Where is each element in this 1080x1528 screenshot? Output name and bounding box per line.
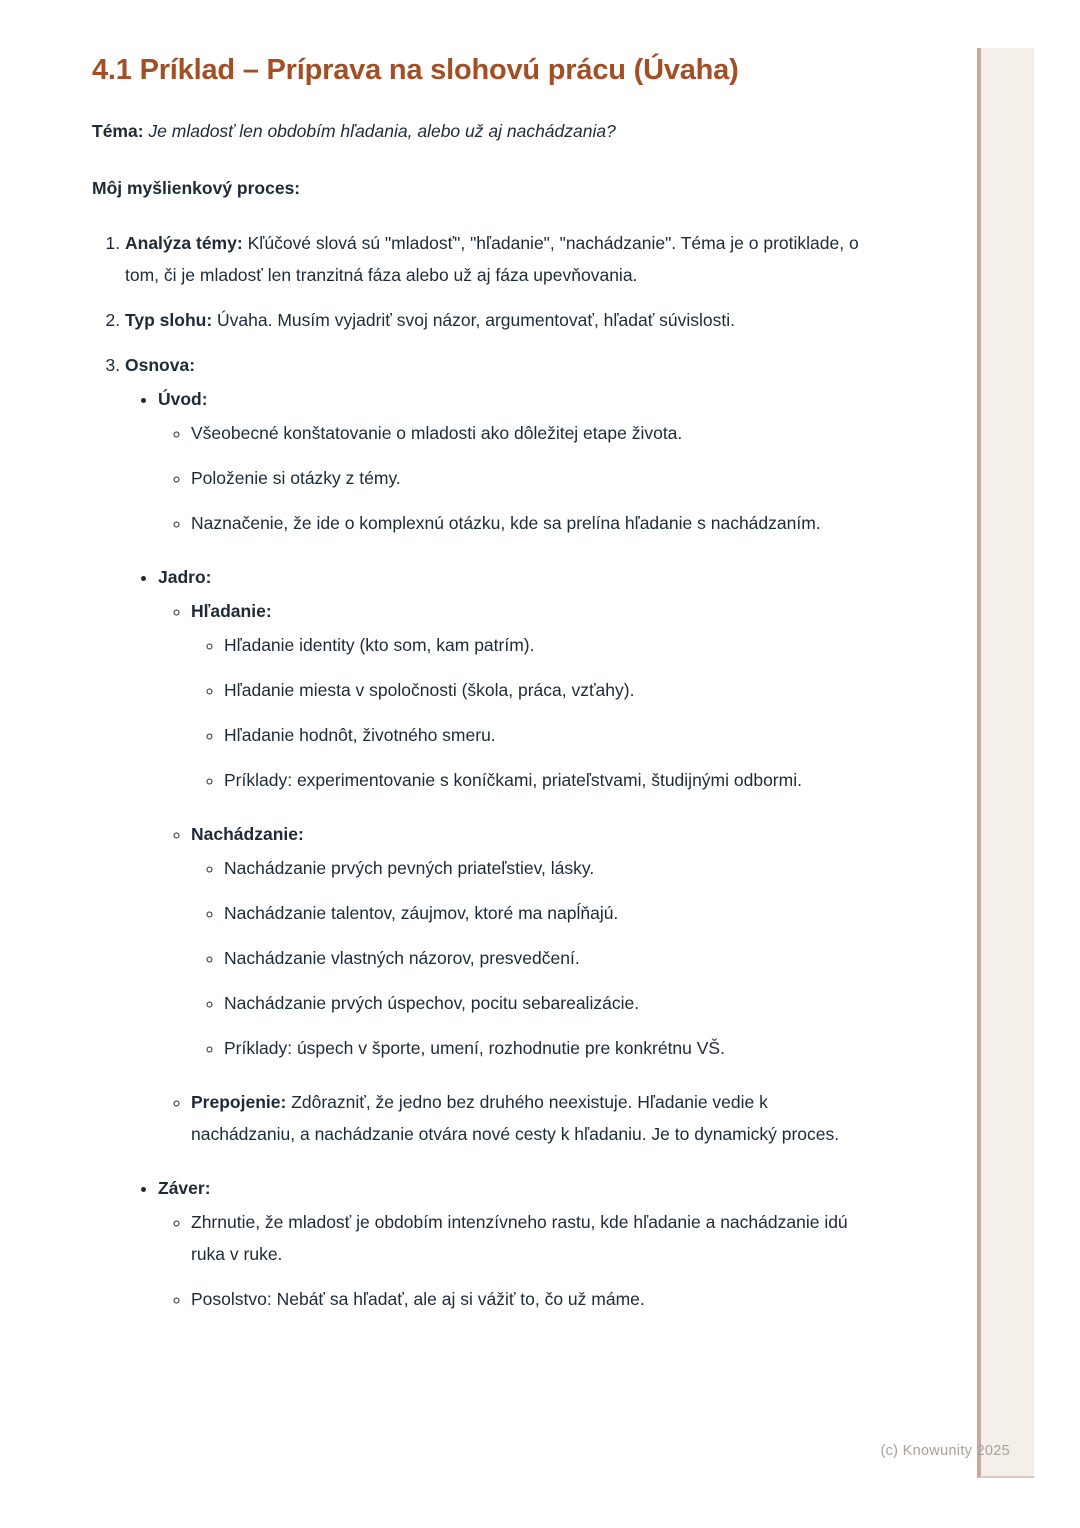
list-item — [191, 417, 862, 449]
list-item — [224, 1032, 862, 1064]
subsection-label: Hľadanie: — [191, 601, 272, 621]
section-label-line — [158, 561, 862, 593]
outline-item-typ-slohu — [125, 304, 862, 336]
section-jadro — [158, 561, 862, 1150]
section-zaver — [158, 1172, 862, 1315]
item-label: Analýza témy: — [125, 233, 243, 253]
subsection-label: Prepojenie: — [191, 1092, 287, 1112]
list-item — [224, 674, 862, 706]
document-content — [92, 52, 862, 1315]
section-label: Jadro: — [158, 567, 212, 587]
list-item-text: ◦ Nachádzanie prvých úspechov, pocitu sebarealizácie. — [224, 993, 640, 1013]
tema-label: Téma: — [92, 121, 144, 141]
process-heading: Môj myšlienkový proces: — [92, 178, 301, 198]
list-item-text: ◦ Nachádzanie talentov, záujmov, ktoré ma napĺňajú. — [224, 903, 619, 923]
section-label-line — [158, 383, 862, 415]
list-item — [224, 719, 862, 751]
tema-line — [92, 115, 862, 147]
subsection-label: Nachádzanie: — [191, 824, 304, 844]
nachadzanie-items — [191, 852, 862, 1064]
jadro-items — [158, 595, 862, 1150]
subsection-label-line — [191, 818, 862, 850]
subsection-label-line — [191, 595, 862, 627]
outline-item-text — [125, 227, 862, 291]
outline-item-osnova — [125, 349, 862, 1315]
zaver-items — [158, 1206, 862, 1315]
list-item-text: ◦ Príklady: úspech v športe, umení, rozhodnutie pre konkrétnu VŠ. — [224, 1038, 725, 1058]
item-body: Úvaha. Musím vyjadriť svoj názor, argumentovať, hľadať súvislosti. — [217, 310, 735, 330]
list-item — [224, 987, 862, 1019]
list-item — [191, 462, 862, 494]
list-item-text: ◦ Posolstvo: Nebáť sa hľadať, ale aj si vážiť to, čo už máme. — [191, 1289, 645, 1309]
page-title: 4.1 Príklad – Príprava na slohovú prácu (Úvaha) — [92, 54, 739, 86]
list-item — [224, 897, 862, 929]
list-item — [224, 942, 862, 974]
list-item-text: ◦ Zhrnutie, že mladosť je obdobím intenzívneho rastu, kde hľadanie a nachádzanie idú ruka v ruke. — [191, 1212, 848, 1264]
section-uvod — [158, 383, 862, 539]
list-item-text: ◦ Nachádzanie prvých pevných priateľstiev, lásky. — [224, 858, 595, 878]
uvod-items — [158, 417, 862, 539]
list-item — [224, 629, 862, 661]
list-item-text: ◦ Hľadanie miesta v spoločnosti (škola, práca, vzťahy). — [224, 680, 635, 700]
list-item-text: ◦ Všeobecné konštatovanie o mladosti ako dôležitej etape života. — [191, 423, 683, 443]
list-item — [191, 1206, 862, 1270]
list-item-text: ◦ Hľadanie identity (kto som, kam patrím). — [224, 635, 535, 655]
list-item — [191, 1283, 862, 1315]
list-item-text: ◦ Položenie si otázky z témy. — [191, 468, 401, 488]
outline-item-text — [125, 304, 862, 336]
copyright-watermark: (c) Knowunity 2025 — [880, 1443, 1010, 1459]
subsection-nachadzanie — [191, 818, 862, 1064]
item-label: Osnova: — [125, 355, 196, 375]
osnova-list — [125, 383, 862, 1315]
list-item — [191, 507, 862, 539]
section-label-line — [158, 1172, 862, 1204]
subsection-text — [191, 1086, 862, 1150]
subsection-hladanie — [191, 595, 862, 796]
list-item — [224, 764, 862, 796]
list-item-text: ◦ Hľadanie hodnôt, životného smeru. — [224, 725, 496, 745]
list-item — [224, 852, 862, 884]
outline-item-text — [125, 349, 862, 381]
tema-text: Je mladosť len obdobím hľadania, alebo už aj nachádzania? — [148, 121, 616, 141]
outline-item-analyza — [125, 227, 862, 291]
subsection-prepojenie — [191, 1086, 862, 1150]
list-item-text: ◦ Nachádzanie vlastných názorov, presvedčení. — [224, 948, 580, 968]
page-edge-strip — [977, 48, 1034, 1478]
list-item-text: ◦ Naznačenie, že ide o komplexnú otázku, kde sa prelína hľadanie s nachádzaním. — [191, 513, 821, 533]
list-item-text: ◦ Príklady: experimentovanie s koníčkami, priateľstvami, študijnými odbormi. — [224, 770, 802, 790]
item-label: Typ slohu: — [125, 310, 213, 330]
subsection-body: Zdôrazniť, že jedno bez druhého neexistuje. Hľadanie vedie k nachádzaniu, a nachádzanie otvára nové cesty k hľadaniu. Je to dynamický proces. — [191, 1092, 840, 1144]
outline-list — [92, 227, 862, 1315]
item-body: Kľúčové slová sú "mladosť", "hľadanie", "nachádzanie". Téma je o protiklade, o tom, či je mladosť len tranzitná fáza alebo už aj fáza upevňovania. — [125, 233, 859, 285]
hladanie-items — [191, 629, 862, 796]
section-label: Úvod: — [158, 389, 208, 409]
section-label: Záver: — [158, 1178, 211, 1198]
